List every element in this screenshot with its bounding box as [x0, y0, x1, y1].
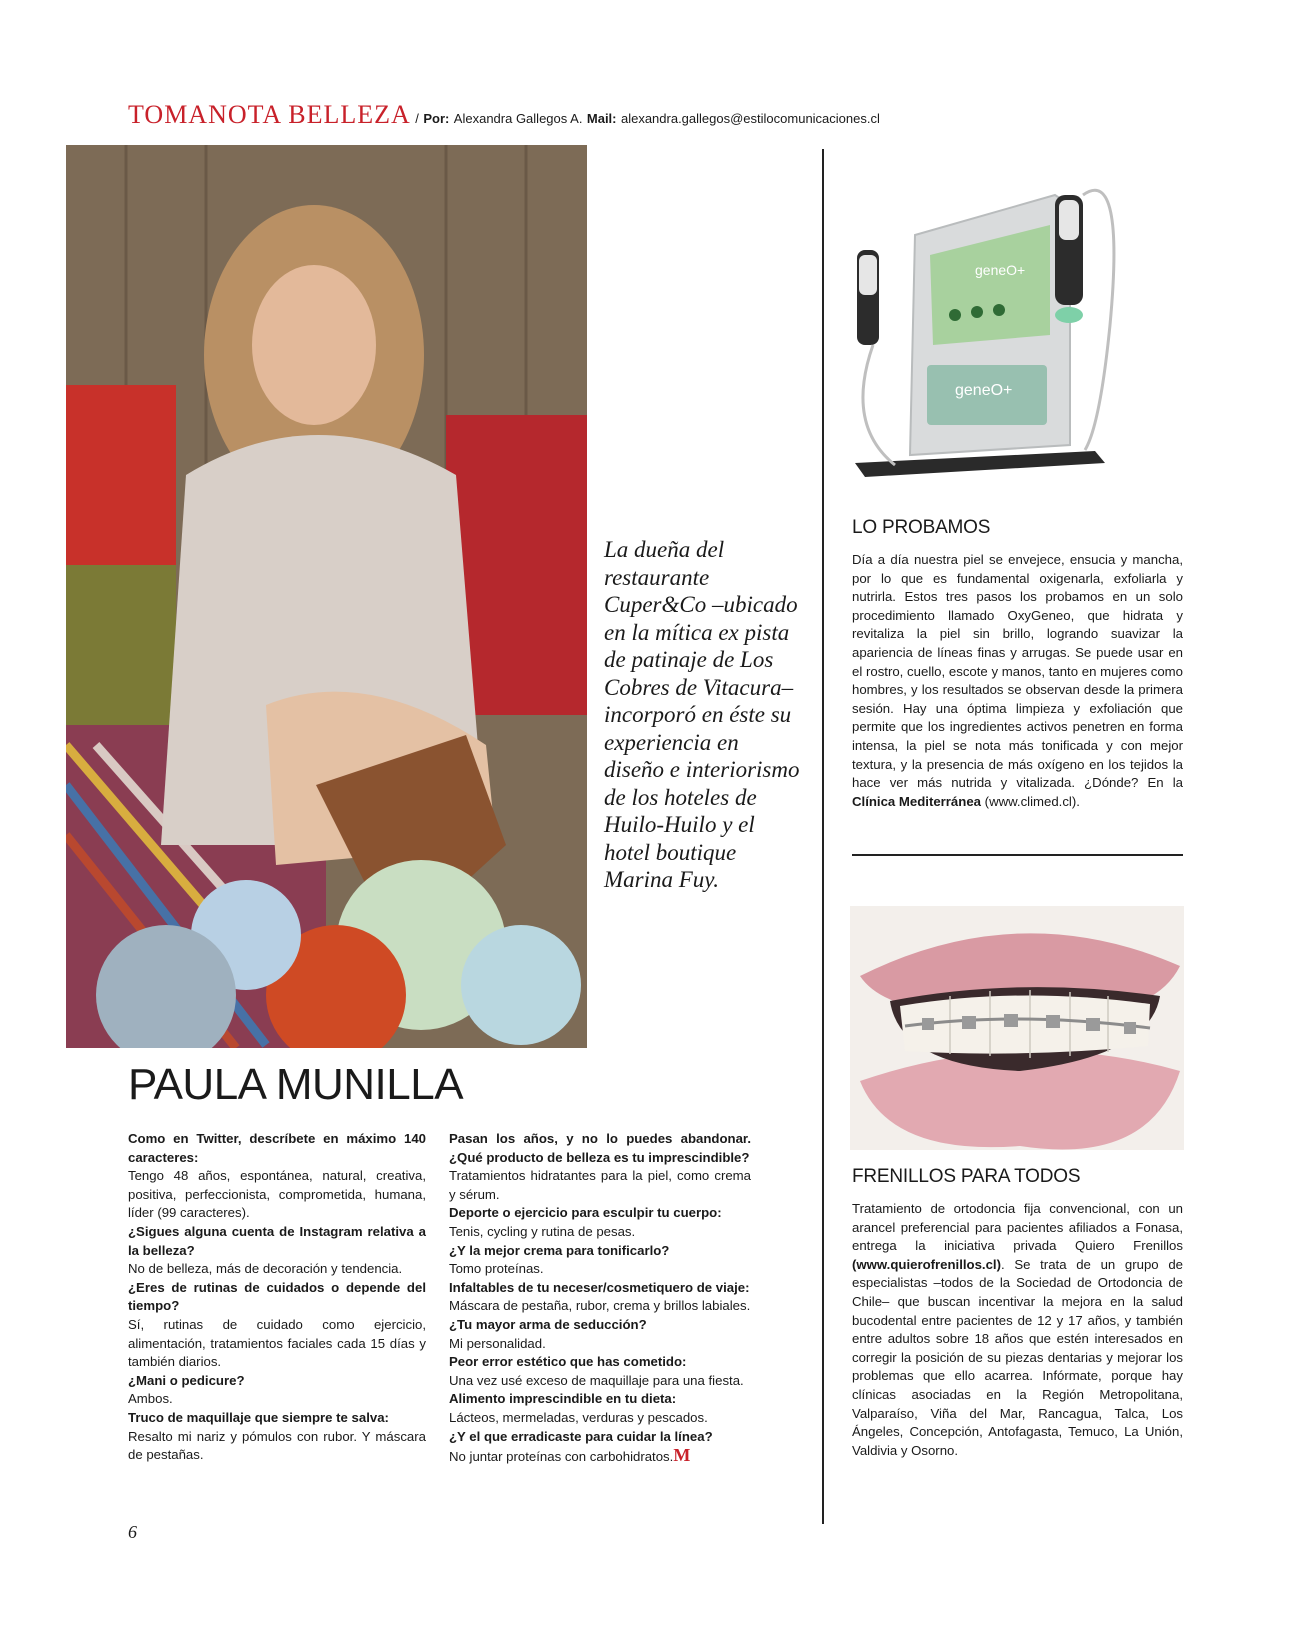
- page-header: [128, 100, 880, 134]
- question: ¿Eres de rutinas de cuidados o depende del tiempo?: [128, 1279, 426, 1314]
- pull-quote: La dueña del restaurante Cuper&Co –ubicado en la mítica ex pista de patinaje de Los Cobres de Vitacura– incorporó en éste su experiencia en diseño e interiorismo de los hoteles de Huilo-Huilo y el hotel boutique Marina Fuy.: [604, 537, 800, 892]
- answer: Una vez usé exceso de maquillaje para una fiesta.: [449, 1372, 744, 1388]
- answer: No juntar proteínas con carbohidratos.: [449, 1449, 674, 1465]
- question: ¿Sigues alguna cuenta de Instagram relativa a la belleza?: [128, 1223, 426, 1258]
- question: ¿Tu mayor arma de seducción?: [449, 1316, 647, 1332]
- author-email: alexandra.gallegos@estilocomunicaciones.cl: [620, 111, 880, 126]
- by-label: Por:: [423, 111, 450, 126]
- question: ¿Mani o pedicure?: [128, 1372, 245, 1388]
- frenillos-text: Tratamiento de ortodoncia fija convencional, con un arancel preferencial para pacientes afiliados a Fonasa, entrega la iniciativa privada Quiero Frenillos: [852, 1201, 1183, 1254]
- answer: Lácteos, mermeladas, verduras y pescados.: [449, 1409, 708, 1425]
- mail-label: Mail:: [586, 111, 617, 126]
- magazine-end-mark: M: [673, 1445, 691, 1466]
- interview-column-1: [128, 1130, 426, 1465]
- frenillos-text-rest: . Se trata de un grupo de especialistas –todos de la Sociedad de Ortodoncia de Chile– que buscan incentivar la mejora en la salud bucodental entre pacientes de 12 y 17 años, y también entre adultos sobre 18 años que estén interesados en corregir la posición de su piezas dentarias y mejorar los problemas que ello acarrea. Infórmate, porque hay clínicas asociadas en la Región Metropolitana, Valparaíso, Viña del Mar, Rancagua, Talca, Los Ángeles, Concepción, Antofagasta, Temuco, La Unión, Valdivia y Osorno.: [852, 1256, 1183, 1458]
- question: Alimento imprescindible en tu dieta:: [449, 1391, 677, 1407]
- section-title: TOMANOTA BELLEZA: [128, 100, 411, 129]
- question: Infaltables de tu neceser/cosmetiquero de viaje:: [449, 1279, 750, 1295]
- answer: Mi personalidad.: [449, 1335, 546, 1351]
- answer: Máscara de pestaña, rubor, crema y brillos labiales.: [449, 1298, 751, 1314]
- lo-probamos-text: Día a día nuestra piel se envejece, ensucia y mancha, por lo que es fundamental oxigenarla, exfoliarla y nutrirla. Estos tres pasos los probamos en un solo procedimiento llamado OxyGeneo, que hidrata y revitaliza la piel sin brillo, logrando suavizar la apariencia de líneas finas y arrugas. Se puede usar en el rostro, cuello, escote y manos, tanto en mujeres como hombres, y los resultados se observan desde la primera sesión. Hay una óptima limpieza y exfoliación que permite que los ingredientes activos penetren en forma intensa, la piel se nota más tonificada y con mejor textura, y la presencia de más oxígeno en los tejidos la hace ver más nutrida y vitalizada. ¿Dónde? En la: [852, 552, 1183, 791]
- question: Como en Twitter, descríbete en máximo 140 caracteres:: [128, 1131, 426, 1165]
- clinic-url: (www.climed.cl).: [984, 793, 1080, 809]
- lo-probamos-title: LO PROBAMOS: [852, 517, 991, 538]
- interviewee-name: PAULA MUNILLA: [128, 1060, 464, 1109]
- device-panel-logo: geneO+: [955, 382, 1013, 399]
- answer: Tengo 48 años, espontánea, natural, creativa, positiva, perfeccionista, comprometida, humana, líder (99 caracteres).: [128, 1168, 426, 1221]
- question: ¿Y el que erradicaste para cuidar la línea?: [449, 1428, 713, 1444]
- oxygeneo-device-photo: [855, 165, 1155, 485]
- lo-probamos-body: [852, 551, 1183, 811]
- interview-column-2: [449, 1130, 751, 1467]
- frenillos-body: [852, 1200, 1183, 1460]
- answer: Tenis, cycling y rutina de pesas.: [449, 1223, 636, 1239]
- answer: Tratamientos hidratantes para la piel, como crema y sérum.: [449, 1168, 751, 1202]
- page-number: 6: [128, 1522, 137, 1542]
- question: Peor error estético que has cometido:: [449, 1354, 687, 1370]
- answer: No de belleza, más de decoración y tendencia.: [128, 1261, 403, 1277]
- header-separator: /: [415, 111, 419, 126]
- answer: Resalto mi nariz y pómulos con rubor. Y máscara de pestañas.: [128, 1428, 426, 1463]
- answer: Ambos.: [128, 1391, 173, 1407]
- question: Pasan los años, y no lo puedes abandonar. ¿Qué producto de belleza es tu imprescindible?: [449, 1131, 751, 1165]
- clinic-name: Clínica Mediterránea: [852, 793, 981, 809]
- frenillos-url: (www.quierofrenillos.cl): [852, 1256, 1001, 1272]
- device-screen-logo: geneO+: [975, 262, 1026, 278]
- answer: Tomo proteínas.: [449, 1261, 544, 1277]
- portrait-photo: [66, 145, 587, 1048]
- author-name: Alexandra Gallegos A.: [453, 111, 583, 126]
- question: Truco de maquillaje que siempre te salva:: [128, 1409, 389, 1425]
- question: Deporte o ejercicio para esculpir tu cuerpo:: [449, 1205, 722, 1221]
- section-divider: [852, 854, 1183, 856]
- braces-smile-photo: [850, 906, 1184, 1150]
- answer: Sí, rutinas de cuidado como ejercicio, alimentación, tratamientos faciales cada 15 días y también diarios.: [128, 1316, 426, 1370]
- column-divider: [822, 149, 824, 1524]
- frenillos-title: FRENILLOS PARA TODOS: [852, 1166, 1081, 1187]
- question: ¿Y la mejor crema para tonificarlo?: [449, 1242, 670, 1258]
